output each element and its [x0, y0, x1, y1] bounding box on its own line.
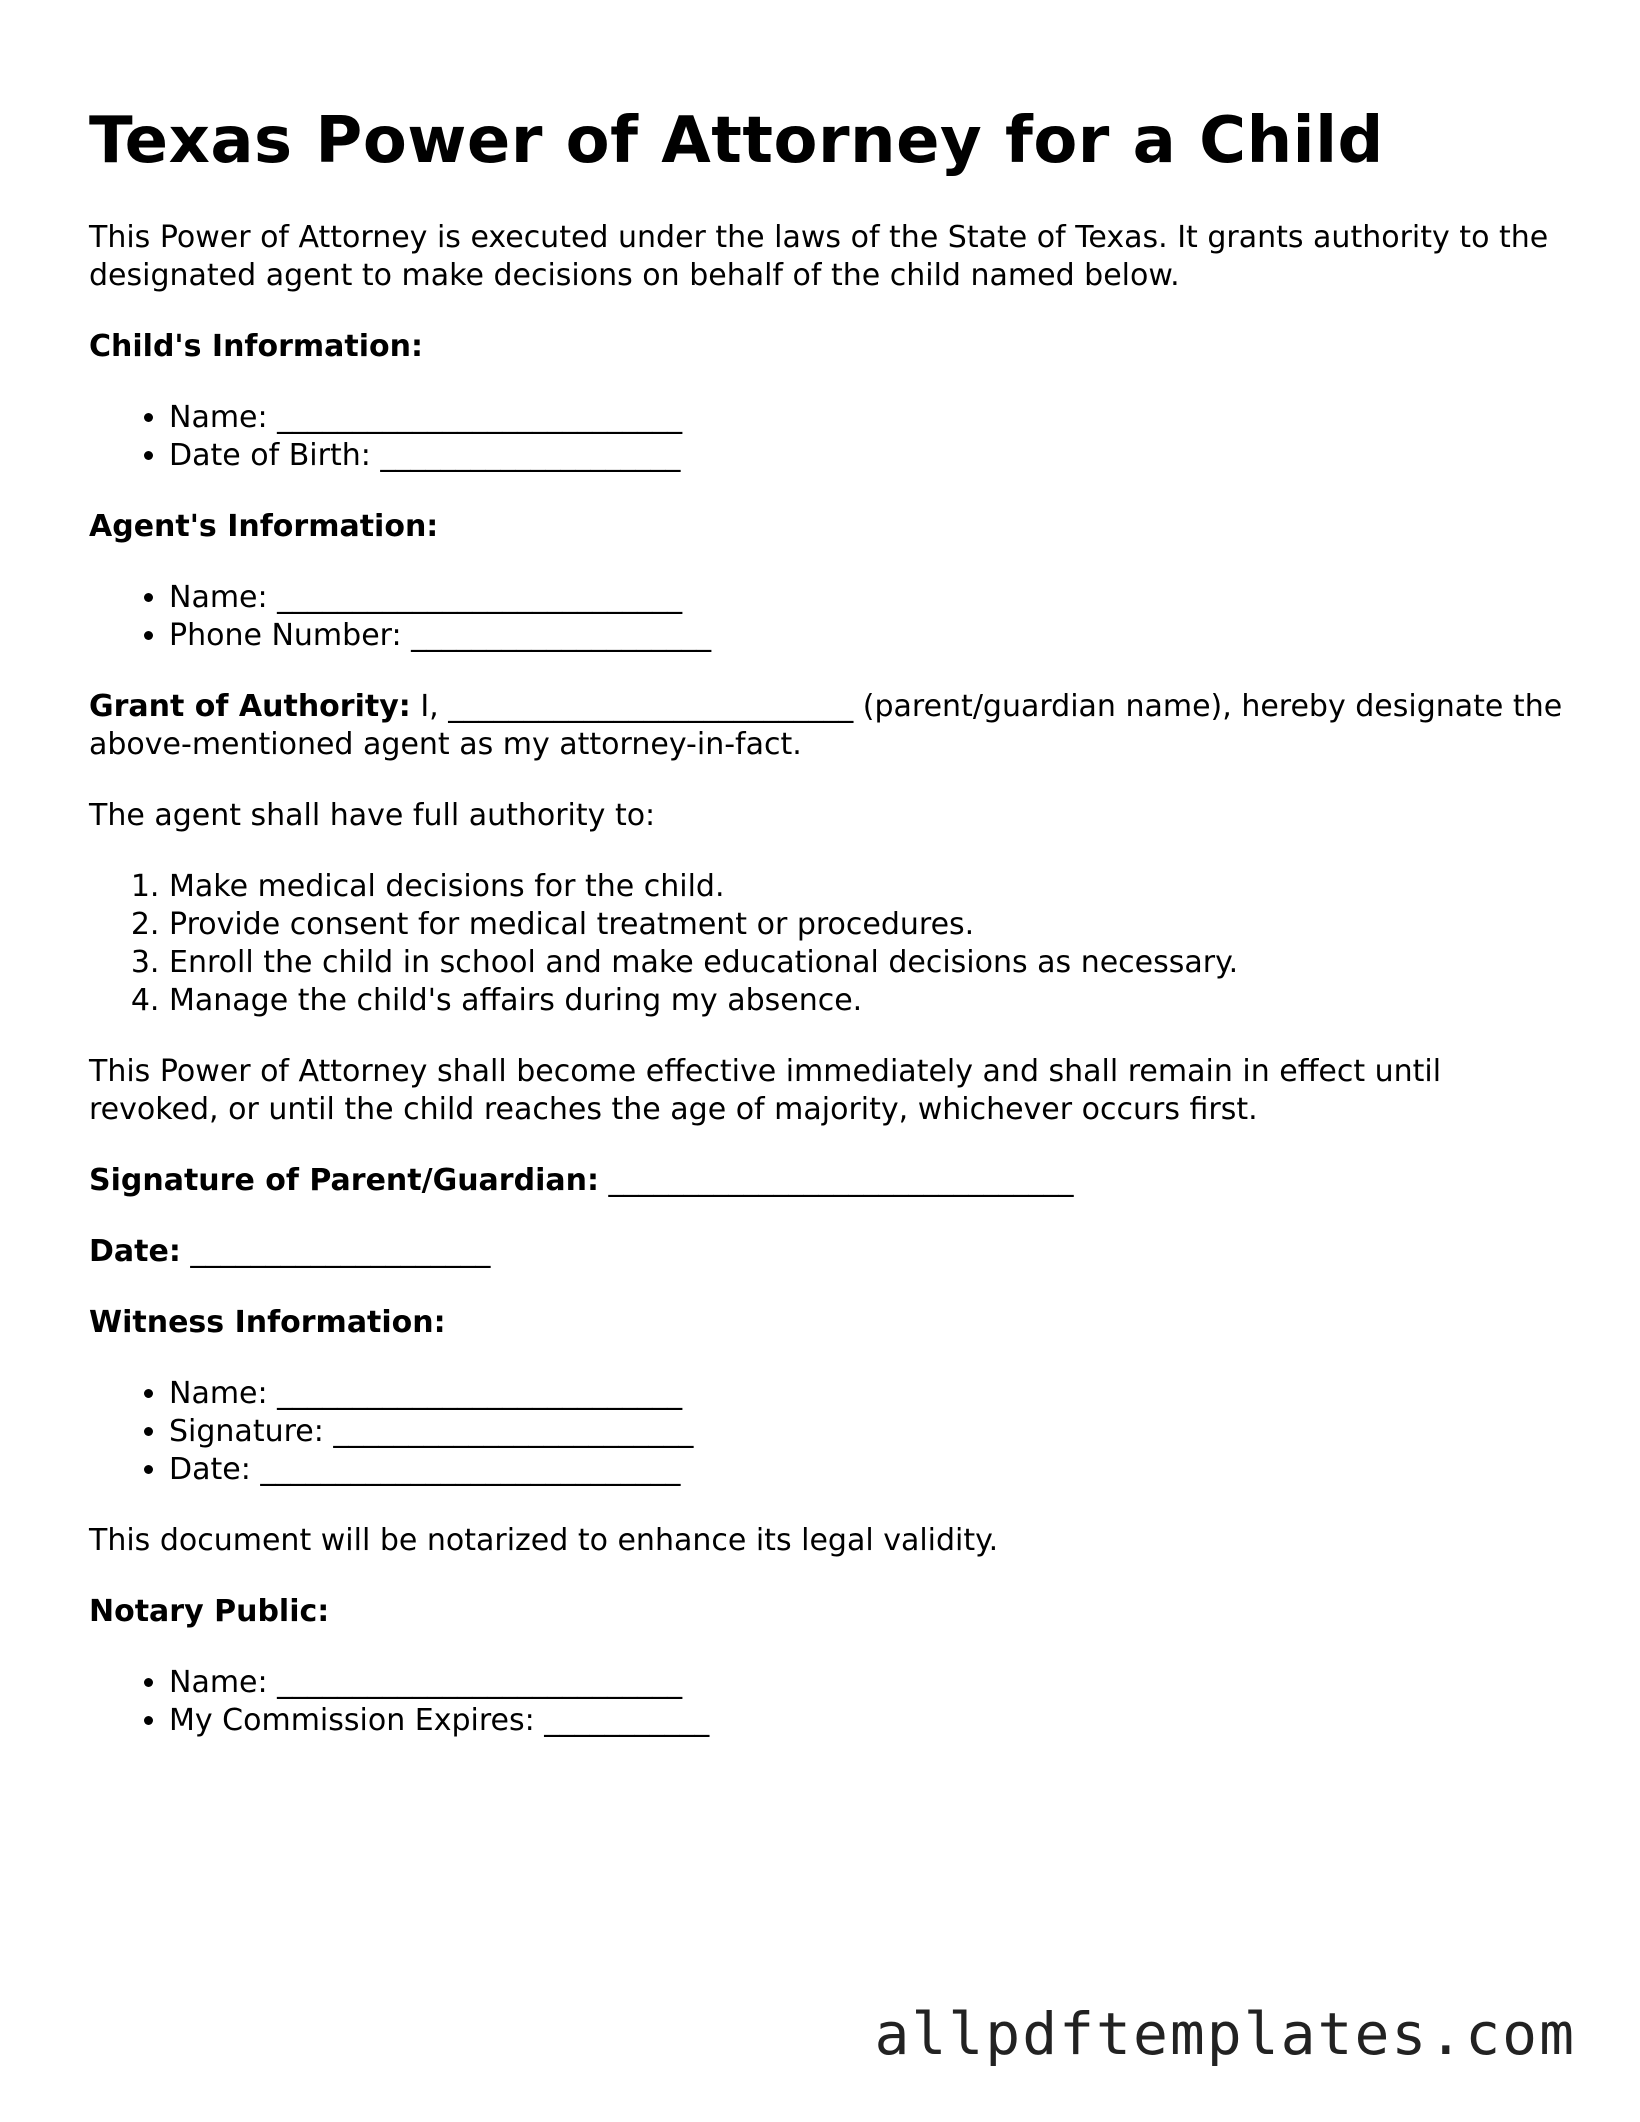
authority-item: 1. Make medical decisions for the child. [169, 868, 1569, 906]
child-info-heading: Child's Information: [89, 328, 423, 364]
agent-info-list [89, 579, 1569, 655]
authority-intro: The agent shall have full authority to: [89, 797, 656, 833]
child-dob-field: • Date of Birth: ____________________ [169, 437, 1569, 475]
authority-item: 4. Manage the child's affairs during my absence. [169, 982, 1569, 1020]
witness-info-heading: Witness Information: [89, 1304, 446, 1340]
agent-info-heading: Agent's Information: [89, 508, 439, 544]
grant-of-authority [89, 688, 1569, 764]
witness-date-field: • Date: ____________________________ [169, 1451, 1569, 1489]
witness-info-list [89, 1375, 1569, 1489]
date-label: Date: [89, 1233, 181, 1269]
document-title: Texas Power of Attorney for a Child [89, 104, 1384, 178]
intro-paragraph: This Power of Attorney is executed under the laws of the State of Texas. It grants authority to the designated agent to make decisions on behalf of the child named below. [89, 219, 1549, 293]
child-name-field: • Name: ___________________________ [169, 399, 1569, 437]
date-line [89, 1233, 1569, 1271]
notarized-note: This document will be notarized to enhance its legal validity. [89, 1522, 999, 1558]
agent-phone-field: • Phone Number: ____________________ [169, 617, 1569, 655]
authority-item: 2. Provide consent for medical treatment or procedures. [169, 906, 1569, 944]
agent-name-field: • Name: ___________________________ [169, 579, 1569, 617]
authority-list [89, 868, 1569, 1020]
child-info-list [89, 399, 1569, 475]
document-page [89, 105, 1569, 1773]
witness-name-field: • Name: ___________________________ [169, 1375, 1569, 1413]
effective-paragraph: This Power of Attorney shall become effective immediately and shall remain in effect until revoked, or until the child reaches the age of majority, whichever occurs first. [89, 1053, 1442, 1127]
signature-line [89, 1162, 1569, 1200]
notary-commission-field: • My Commission Expires: ___________ [169, 1702, 1569, 1740]
signature-blank: _______________________________ [598, 1162, 1074, 1198]
watermark: allpdftemplates.com [874, 2000, 1576, 2068]
notary-list [89, 1664, 1569, 1740]
notary-heading: Notary Public: [89, 1593, 330, 1629]
grant-label: Grant of Authority: [89, 688, 411, 724]
authority-item: 3. Enroll the child in school and make educational decisions as necessary. [169, 944, 1569, 982]
notary-name-field: • Name: ___________________________ [169, 1664, 1569, 1702]
signature-label: Signature of Parent/Guardian: [89, 1162, 599, 1198]
grant-text: I, ___________________________ (parent/guardian name), hereby designate the above-mentioned agent as my attorney-in-fact. [89, 688, 1563, 762]
witness-signature-field: • Signature: ________________________ [169, 1413, 1569, 1451]
date-blank: ____________________ [180, 1233, 491, 1269]
